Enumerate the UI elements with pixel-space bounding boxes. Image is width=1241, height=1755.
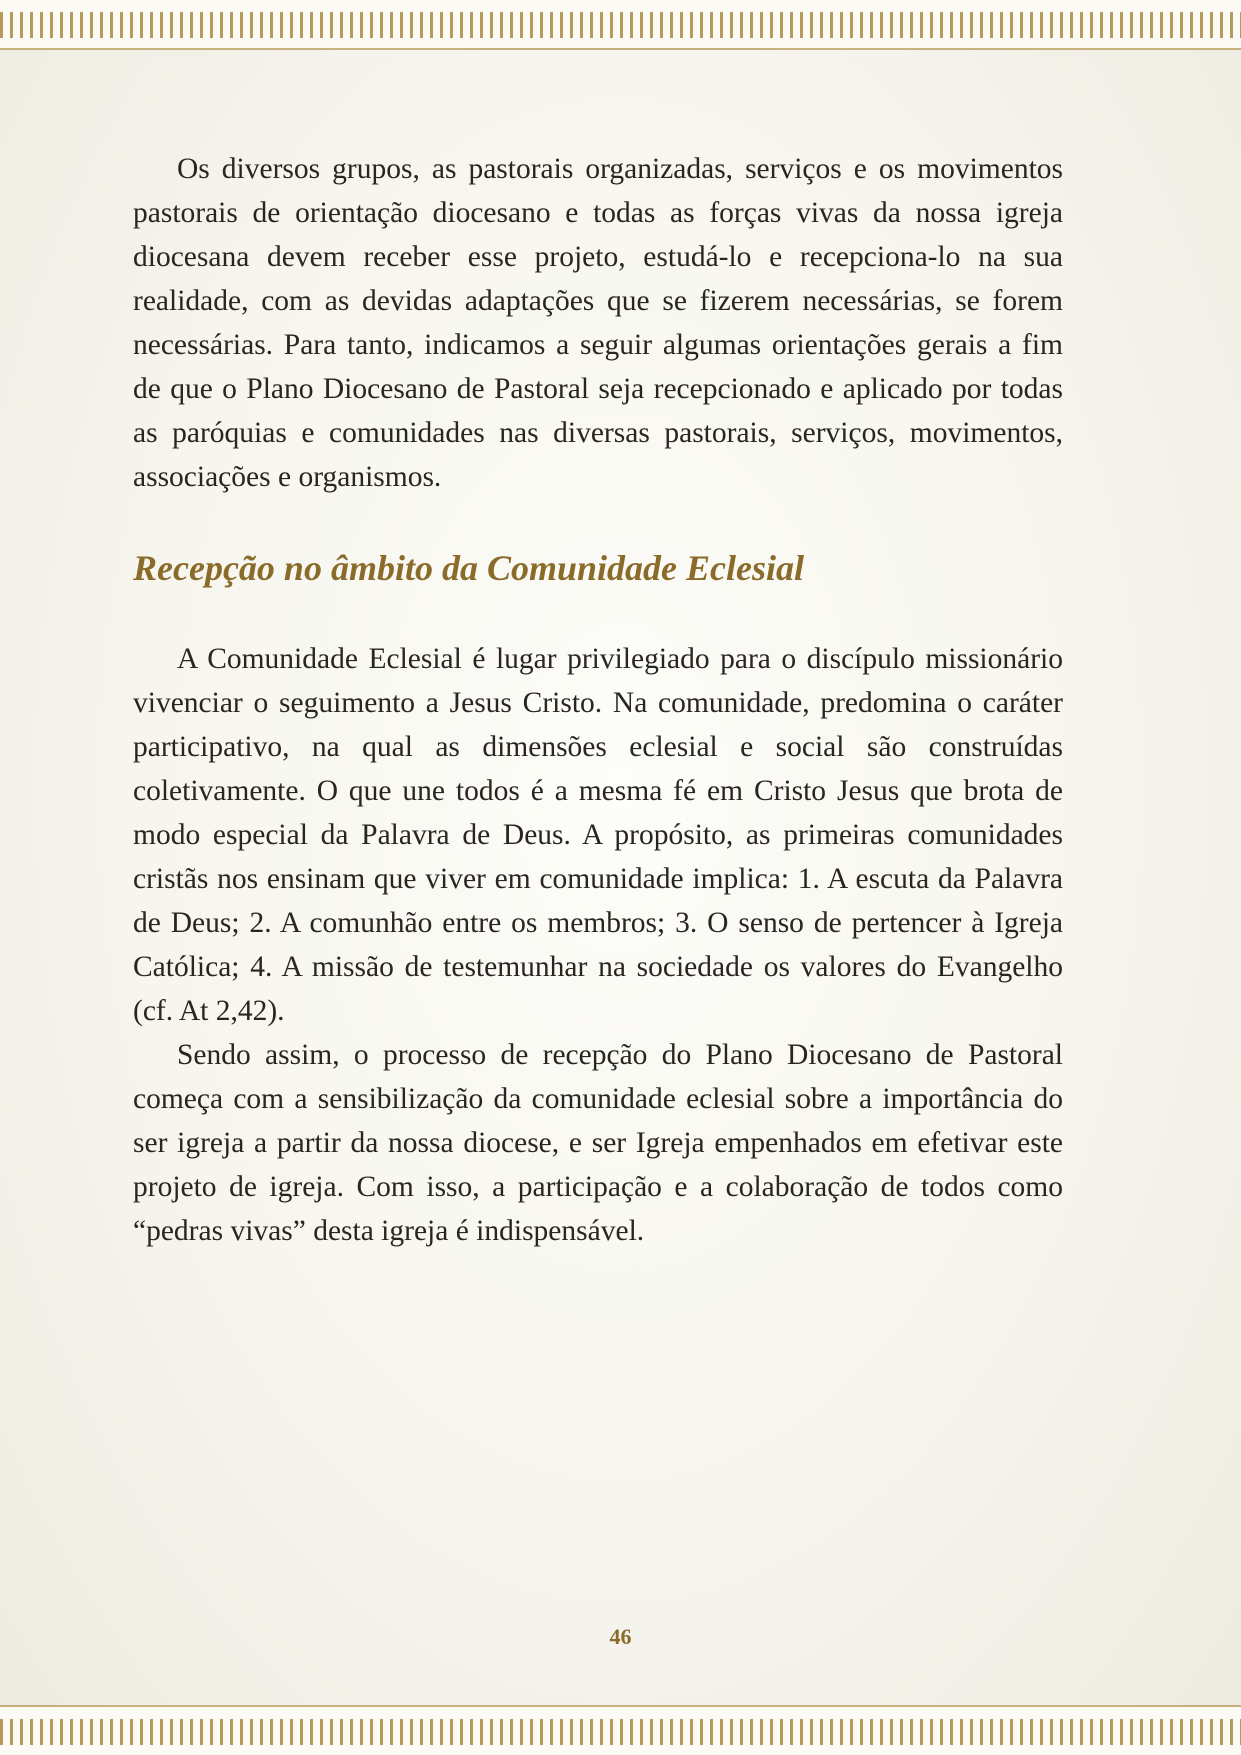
decorative-top-border: [0, 0, 1241, 50]
body-paragraph: A Comunidade Eclesial é lugar privilegiado para o discípulo missionário vivenciar o seguimento a Jesus Cristo. Na comunidade, predomina o caráter participativo, na qual as dimensões eclesial e social são construídas coletivamente. O que une todos é a mesma fé em Cristo Jesus que brota de modo especial da Palavra de Deus. A propósito, as primeiras comunidades cristãs nos ensinam que viver em comunidade implica: 1. A escuta da Palavra de Deus; 2. A comunhão entre os membros; 3. O senso de pertencer à Igreja Católica; 4. A missão de testemunhar na sociedade os valores do Evangelho (cf. At 2,42).: [133, 643, 1063, 1027]
section-heading: Recepção no âmbito da Comunidade Eclesial: [133, 548, 804, 588]
page-number: 46: [609, 1624, 632, 1649]
intro-paragraph: Os diversos grupos, as pastorais organizadas, serviços e os movimentos pastorais de orientação diocesano e todas as forças vivas da nossa igreja diocesana devem receber esse projeto, estudá-lo e recepciona-lo na sua realidade, com as devidas adaptações que se fizerem necessárias, se forem necessárias. Para tanto, indicamos a seguir algumas orientações gerais a fim de que o Plano Diocesano de Pastoral seja recepcionado e aplicado por todas as paróquias e comunidades nas diversas pastorais, serviços, movimentos, associações e organismos.: [133, 153, 1063, 493]
page-content: [133, 147, 1063, 1253]
decorative-bottom-border: [0, 1705, 1241, 1755]
body-paragraph: Sendo assim, o processo de recepção do Plano Diocesano de Pastoral começa com a sensibilização da comunidade eclesial sobre a importância do ser igreja a partir da nossa diocese, e ser Igreja empenhados em efetivar este projeto de igreja. Com isso, a participação e a colaboração de todos como “pedras vivas” desta igreja é indispensável.: [133, 1039, 1063, 1247]
